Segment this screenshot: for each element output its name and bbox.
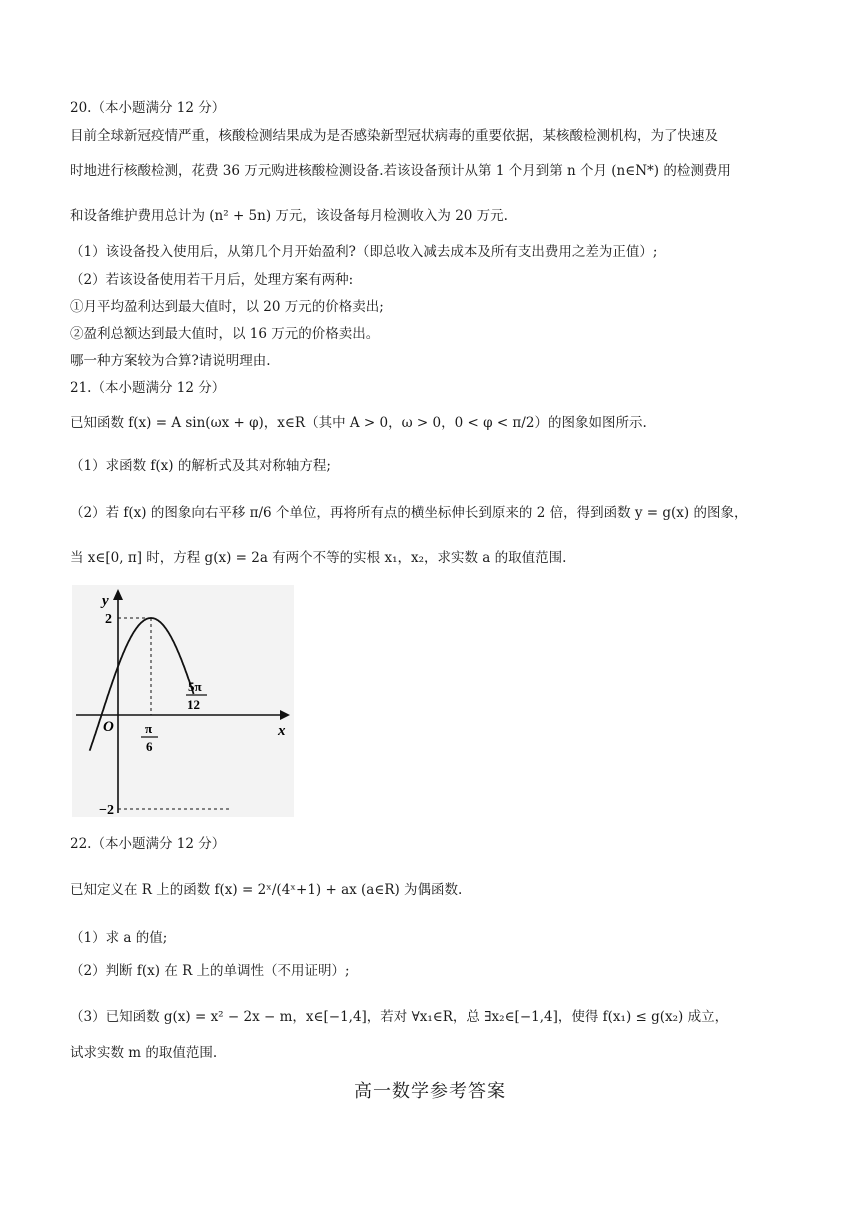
max-value-label: 2 (105, 612, 112, 627)
q20-intro-line2: 时地进行核酸检测，花费 36 万元购进核酸检测设备.若该设备预计从第 1 个月到第 n 个月 (n∈N*) 的检测费用 (70, 163, 731, 179)
q20-intro-line1: 目前全球新冠疫情严重，核酸检测结果成为是否感染新型冠状病毒的重要依据，某核酸检测机构，为了快速及 (70, 128, 718, 144)
q22-part1: （1）求 a 的值; (70, 930, 168, 946)
q21-header: 21.（本小题满分 12 分） (70, 380, 226, 396)
q20-part1: （1）该设备投入使用后，从第几个月开始盈利?（即总收入减去成本及所有支出费用之差为正值）; (70, 244, 658, 260)
q21-part2-line1: （2）若 f(x) 的图象向右平移 π/6 个单位，再将所有点的横坐标伸长到原来的 2 倍，得到函数 y = g(x) 的图象， (70, 505, 748, 521)
q21-part2-line2: 当 x∈[0, π] 时，方程 g(x) = 2a 有两个不等的实根 x₁，x₂，求实数 a 的取值范围. (70, 550, 567, 566)
origin-label: O (103, 719, 114, 735)
tick-5pi12-numerator: 5π (188, 679, 202, 694)
q22-given: 已知定义在 R 上的函数 f(x) = 2ˣ/(4ˣ+1) + ax (a∈R) 为偶函数. (70, 882, 463, 898)
q22-header: 22.（本小题满分 12 分） (70, 836, 226, 852)
min-value-label: −2 (99, 803, 114, 817)
q20-intro-line3: 和设备维护费用总计为 (n² + 5n) 万元，该设备每月检测收入为 20 万元. (70, 208, 508, 224)
q20-option2: ②盈利总额达到最大值时，以 16 万元的价格卖出。 (70, 326, 380, 342)
q20-header: 20.（本小题满分 12 分） (70, 100, 226, 116)
y-axis-label: y (102, 593, 109, 609)
q22-part3-line1: （3）已知函数 g(x) = x² − 2x − m，x∈[−1,4]，若对 ∀x₁∈R，总 ∃x₂∈[−1,4]，使得 f(x₁) ≤ g(x₂) 成立， (70, 1009, 729, 1025)
q22-part2: （2）判断 f(x) 在 R 上的单调性（不用证明）; (70, 963, 350, 979)
answer-key-title: 高一数学参考答案 (354, 1081, 506, 1102)
q21-part1: （1）求函数 f(x) 的解析式及其对称轴方程; (70, 458, 331, 474)
x-axis-label: x (278, 723, 286, 739)
tick-pi6-denominator: 6 (146, 739, 153, 754)
q22-part3-line2: 试求实数 m 的取值范围. (70, 1045, 218, 1061)
q20-option1: ①月平均盈利达到最大值时，以 20 万元的价格卖出; (70, 299, 384, 315)
q21-given: 已知函数 f(x) = A sin(ωx + φ)，x∈R（其中 A > 0，ω > 0，0 < φ < π/2）的图象如图所示. (70, 415, 647, 431)
tick-pi6-numerator: π (145, 721, 153, 736)
q20-part2: （2）若该设备使用若干月后，处理方案有两种: (70, 272, 354, 288)
tick-5pi12-denominator: 12 (187, 697, 200, 712)
q20-question: 哪一种方案较为合算?请说明理由. (70, 353, 271, 369)
sine-graph-figure (72, 585, 294, 817)
